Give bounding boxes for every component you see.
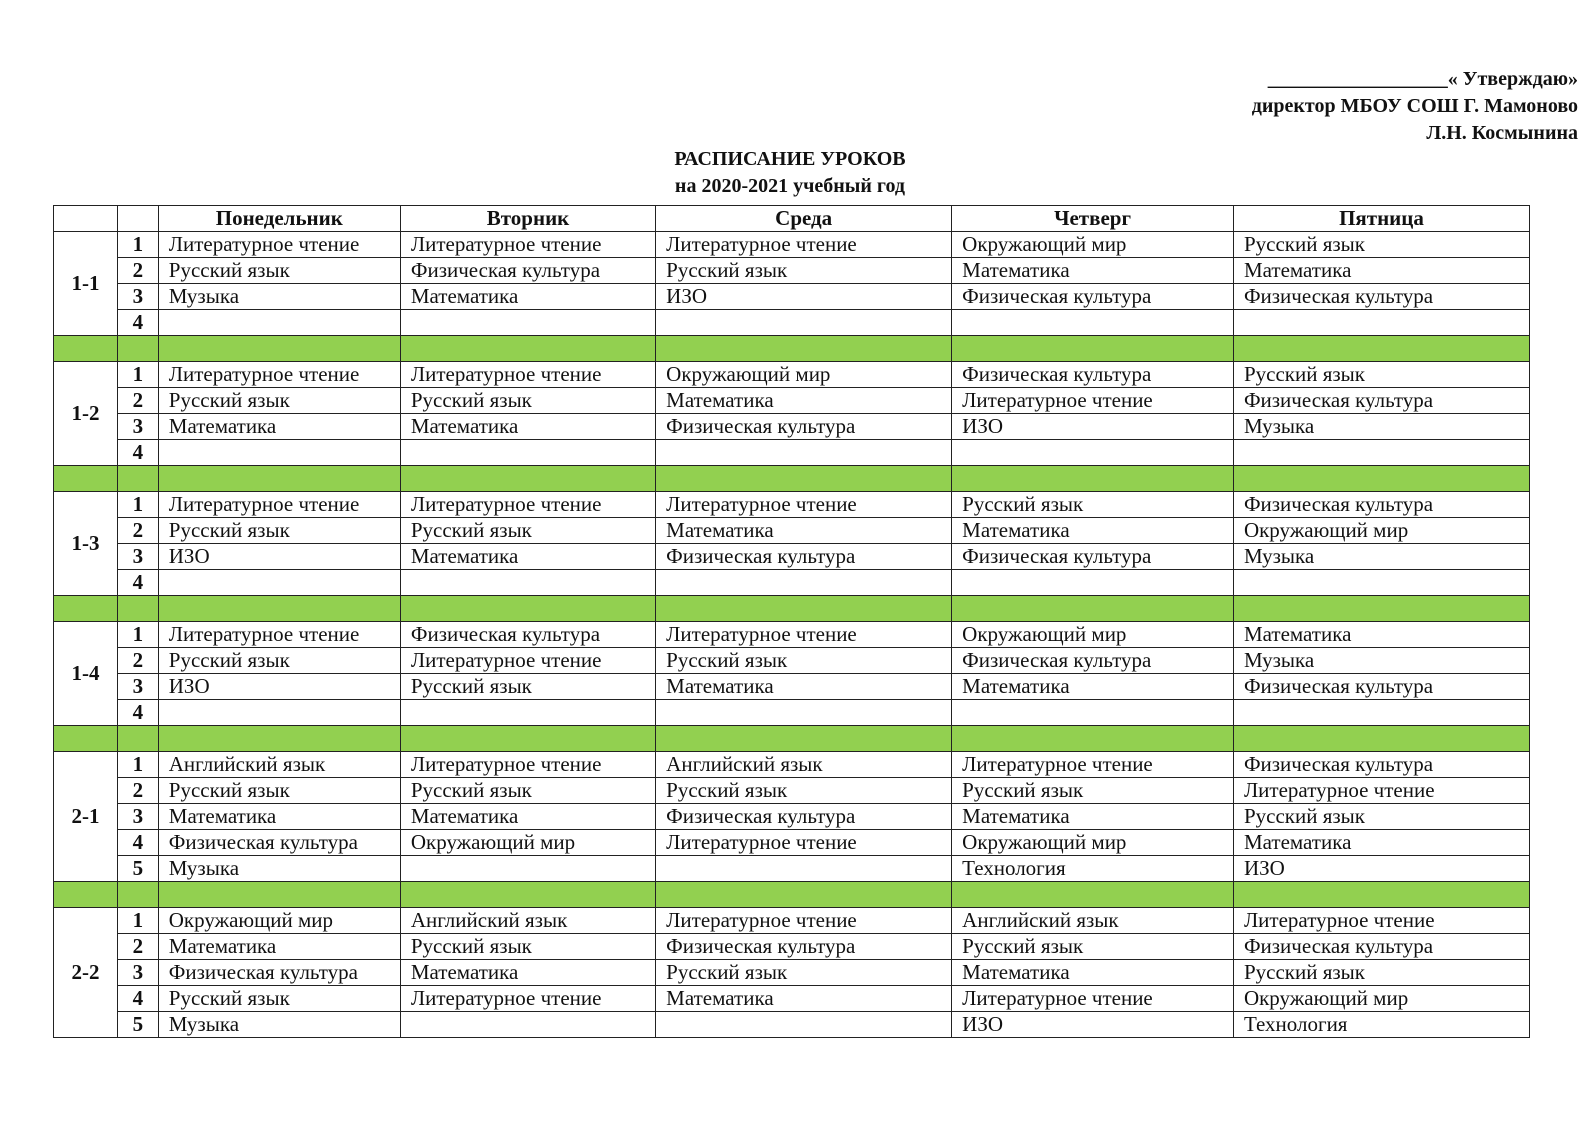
subject-cell: Английский язык (952, 908, 1234, 934)
lesson-row (54, 440, 1530, 466)
subject-cell: Русский язык (400, 388, 655, 414)
lesson-number: 1 (118, 908, 159, 934)
subject-cell: Английский язык (400, 908, 655, 934)
subject-cell: Русский язык (158, 986, 400, 1012)
subject-cell: Литературное чтение (158, 492, 400, 518)
subject-cell: Литературное чтение (400, 648, 655, 674)
lesson-number: 4 (118, 700, 159, 726)
approval-line: __________________« Утверждаю» (1267, 68, 1578, 90)
subject-cell: Окружающий мир (158, 908, 400, 934)
subject-cell: Русский язык (1233, 804, 1529, 830)
subject-cell (400, 856, 655, 882)
separator-cell (158, 726, 400, 752)
separator-cell (54, 596, 118, 622)
header-day: Среда (656, 206, 952, 232)
subject-cell: Литературное чтение (400, 752, 655, 778)
lesson-number: 3 (118, 804, 159, 830)
separator-cell (400, 726, 655, 752)
separator-cell (952, 596, 1234, 622)
class-name: 1-3 (54, 492, 118, 596)
subject-cell: Русский язык (1233, 960, 1529, 986)
subject-cell: Литературное чтение (400, 232, 655, 258)
subject-cell: Технология (1233, 1012, 1529, 1038)
subject-cell (158, 570, 400, 596)
subject-cell: Физическая культура (952, 544, 1234, 570)
class-name: 2-2 (54, 908, 118, 1038)
header-day: Понедельник (158, 206, 400, 232)
lesson-number: 2 (118, 388, 159, 414)
schedule-body (54, 232, 1530, 1038)
separator-cell (158, 882, 400, 908)
subject-cell: Русский язык (1233, 232, 1529, 258)
lesson-row (54, 908, 1530, 934)
subject-cell: Физическая культура (158, 830, 400, 856)
subject-cell: Литературное чтение (656, 908, 952, 934)
subject-cell (656, 310, 952, 336)
separator-cell (54, 882, 118, 908)
subject-cell: Физическая культура (1233, 492, 1529, 518)
separator-cell (656, 596, 952, 622)
header-day: Пятница (1233, 206, 1529, 232)
separator-cell (158, 466, 400, 492)
approval-position: директор МБОУ СОШ Г. Мамоново (1251, 95, 1578, 117)
lesson-number: 5 (118, 856, 159, 882)
lesson-number: 4 (118, 570, 159, 596)
subject-cell (400, 310, 655, 336)
lesson-number: 5 (118, 1012, 159, 1038)
lesson-row (54, 258, 1530, 284)
separator-cell (54, 466, 118, 492)
document-title: РАСПИСАНИЕ УРОКОВ (674, 148, 906, 170)
subject-cell: Математика (656, 388, 952, 414)
subject-cell (400, 1012, 655, 1038)
separator-cell (656, 336, 952, 362)
separator-cell (158, 596, 400, 622)
lesson-number: 4 (118, 440, 159, 466)
lesson-row (54, 752, 1530, 778)
subject-cell: Окружающий мир (1233, 518, 1529, 544)
lesson-number: 3 (118, 284, 159, 310)
subject-cell: Русский язык (952, 492, 1234, 518)
subject-cell (656, 570, 952, 596)
class-name: 1-1 (54, 232, 118, 336)
subject-cell: Окружающий мир (952, 622, 1234, 648)
subject-cell (656, 856, 952, 882)
separator-cell (118, 726, 159, 752)
lesson-number: 1 (118, 752, 159, 778)
subject-cell (158, 310, 400, 336)
separator-cell (400, 466, 655, 492)
separator-row (54, 336, 1530, 362)
subject-cell: Физическая культура (656, 934, 952, 960)
subject-cell: Математика (400, 544, 655, 570)
lesson-row (54, 570, 1530, 596)
subject-cell: Физическая культура (1233, 284, 1529, 310)
subject-cell: Литературное чтение (656, 830, 952, 856)
subject-cell (158, 700, 400, 726)
subject-cell: Русский язык (158, 648, 400, 674)
subject-cell: Русский язык (656, 258, 952, 284)
separator-cell (1233, 726, 1529, 752)
lesson-number: 4 (118, 986, 159, 1012)
separator-row (54, 882, 1530, 908)
subject-cell: Литературное чтение (400, 362, 655, 388)
subject-cell: ИЗО (1233, 856, 1529, 882)
subject-cell (952, 700, 1234, 726)
lesson-row (54, 830, 1530, 856)
subject-cell: Математика (1233, 258, 1529, 284)
lesson-number: 1 (118, 492, 159, 518)
subject-cell: Литературное чтение (400, 492, 655, 518)
subject-cell: Математика (1233, 830, 1529, 856)
subject-cell: Русский язык (656, 778, 952, 804)
lesson-row (54, 804, 1530, 830)
subject-cell: Математика (158, 804, 400, 830)
lesson-row (54, 1012, 1530, 1038)
separator-row (54, 726, 1530, 752)
subject-cell (656, 440, 952, 466)
subject-cell (400, 440, 655, 466)
subject-cell: Русский язык (158, 518, 400, 544)
lesson-row (54, 934, 1530, 960)
separator-row (54, 466, 1530, 492)
lesson-row (54, 232, 1530, 258)
subject-cell (1233, 440, 1529, 466)
subject-cell (1233, 570, 1529, 596)
subject-cell: Математика (400, 804, 655, 830)
subject-cell: Математика (656, 674, 952, 700)
subject-cell: Физическая культура (952, 648, 1234, 674)
subject-cell: Физическая культура (656, 544, 952, 570)
subject-cell: Физическая культура (400, 258, 655, 284)
subject-cell (400, 700, 655, 726)
subject-cell: Музыка (1233, 414, 1529, 440)
subject-cell (656, 700, 952, 726)
subject-cell: Русский язык (400, 674, 655, 700)
subject-cell (952, 310, 1234, 336)
subject-cell: Музыка (158, 284, 400, 310)
subject-cell: Физическая культура (952, 362, 1234, 388)
approval-signatory: Л.Н. Космынина (1426, 122, 1578, 144)
subject-cell: Русский язык (952, 934, 1234, 960)
separator-cell (54, 726, 118, 752)
header-class (54, 206, 118, 232)
subject-cell (656, 1012, 952, 1038)
subject-cell: Окружающий мир (1233, 986, 1529, 1012)
lesson-row (54, 648, 1530, 674)
subject-cell: Окружающий мир (400, 830, 655, 856)
lesson-number: 3 (118, 674, 159, 700)
lesson-number: 2 (118, 518, 159, 544)
subject-cell: Музыка (1233, 648, 1529, 674)
lesson-number: 3 (118, 544, 159, 570)
subject-cell: ИЗО (952, 1012, 1234, 1038)
separator-cell (1233, 882, 1529, 908)
subject-cell (1233, 310, 1529, 336)
subject-cell: Литературное чтение (952, 986, 1234, 1012)
subject-cell: Русский язык (158, 388, 400, 414)
subject-cell: Литературное чтение (1233, 908, 1529, 934)
subject-cell: Русский язык (400, 934, 655, 960)
lesson-row (54, 284, 1530, 310)
subject-cell: Литературное чтение (656, 622, 952, 648)
subject-cell: Русский язык (158, 778, 400, 804)
subject-cell: Литературное чтение (400, 986, 655, 1012)
subject-cell: ИЗО (656, 284, 952, 310)
subject-cell: Английский язык (158, 752, 400, 778)
subject-cell: Математика (656, 986, 952, 1012)
separator-cell (952, 882, 1234, 908)
subject-cell: Физическая культура (952, 284, 1234, 310)
lesson-number: 1 (118, 622, 159, 648)
separator-cell (118, 336, 159, 362)
document-heading (0, 146, 1580, 200)
subject-cell: Физическая культура (1233, 674, 1529, 700)
subject-cell: Математика (656, 518, 952, 544)
separator-cell (656, 726, 952, 752)
subject-cell: ИЗО (952, 414, 1234, 440)
separator-row (54, 596, 1530, 622)
subject-cell: Технология (952, 856, 1234, 882)
subject-cell: Математика (952, 258, 1234, 284)
lesson-number: 2 (118, 258, 159, 284)
lesson-row (54, 492, 1530, 518)
subject-cell: Математика (952, 960, 1234, 986)
subject-cell: Математика (158, 414, 400, 440)
lesson-row (54, 856, 1530, 882)
lesson-row (54, 310, 1530, 336)
subject-cell (400, 570, 655, 596)
lesson-row (54, 388, 1530, 414)
lesson-number: 2 (118, 648, 159, 674)
subject-cell (158, 440, 400, 466)
lesson-row (54, 960, 1530, 986)
subject-cell: Русский язык (1233, 362, 1529, 388)
separator-cell (400, 596, 655, 622)
separator-cell (54, 336, 118, 362)
subject-cell: Математика (400, 414, 655, 440)
subject-cell: Математика (952, 674, 1234, 700)
class-name: 1-4 (54, 622, 118, 726)
separator-cell (952, 466, 1234, 492)
subject-cell: Физическая культура (400, 622, 655, 648)
separator-cell (118, 596, 159, 622)
subject-cell: Русский язык (656, 648, 952, 674)
lesson-row (54, 622, 1530, 648)
separator-cell (118, 466, 159, 492)
class-name: 1-2 (54, 362, 118, 466)
subject-cell (952, 440, 1234, 466)
subject-cell: ИЗО (158, 674, 400, 700)
subject-cell: Литературное чтение (158, 232, 400, 258)
header-day: Вторник (400, 206, 655, 232)
subject-cell: Математика (952, 804, 1234, 830)
subject-cell: Литературное чтение (952, 752, 1234, 778)
class-name: 2-1 (54, 752, 118, 882)
lesson-row (54, 518, 1530, 544)
separator-cell (952, 336, 1234, 362)
lesson-number: 3 (118, 960, 159, 986)
lesson-row (54, 778, 1530, 804)
subject-cell: Окружающий мир (952, 232, 1234, 258)
separator-cell (158, 336, 400, 362)
subject-cell: Литературное чтение (1233, 778, 1529, 804)
separator-cell (118, 882, 159, 908)
subject-cell: Окружающий мир (656, 362, 952, 388)
subject-cell: Русский язык (952, 778, 1234, 804)
document-subtitle: на 2020-2021 учебный год (674, 175, 906, 197)
subject-cell: Математика (400, 960, 655, 986)
subject-cell: Музыка (158, 856, 400, 882)
subject-cell: Математика (400, 284, 655, 310)
separator-cell (656, 882, 952, 908)
subject-cell: Физическая культура (1233, 934, 1529, 960)
subject-cell: Литературное чтение (158, 362, 400, 388)
subject-cell: Литературное чтение (158, 622, 400, 648)
separator-cell (400, 336, 655, 362)
separator-cell (656, 466, 952, 492)
subject-cell: ИЗО (158, 544, 400, 570)
subject-cell: Музыка (1233, 544, 1529, 570)
header-day: Четверг (952, 206, 1234, 232)
subject-cell: Физическая культура (1233, 388, 1529, 414)
separator-cell (952, 726, 1234, 752)
lesson-row (54, 362, 1530, 388)
lesson-row (54, 700, 1530, 726)
subject-cell: Физическая культура (1233, 752, 1529, 778)
separator-cell (1233, 466, 1529, 492)
subject-cell: Русский язык (400, 518, 655, 544)
lesson-number: 2 (118, 778, 159, 804)
lesson-number: 1 (118, 232, 159, 258)
subject-cell: Математика (158, 934, 400, 960)
subject-cell: Литературное чтение (952, 388, 1234, 414)
subject-cell: Русский язык (656, 960, 952, 986)
subject-cell: Математика (1233, 622, 1529, 648)
subject-cell: Русский язык (400, 778, 655, 804)
lesson-number: 4 (118, 310, 159, 336)
subject-cell: Музыка (158, 1012, 400, 1038)
subject-cell: Физическая культура (656, 804, 952, 830)
lesson-number: 1 (118, 362, 159, 388)
schedule-table (53, 205, 1530, 1038)
header-row (54, 206, 1530, 232)
separator-cell (1233, 336, 1529, 362)
subject-cell: Литературное чтение (656, 492, 952, 518)
lesson-number: 3 (118, 414, 159, 440)
lesson-number: 4 (118, 830, 159, 856)
approval-block (1252, 66, 1578, 147)
lesson-row (54, 674, 1530, 700)
subject-cell: Физическая культура (656, 414, 952, 440)
subject-cell: Математика (952, 518, 1234, 544)
separator-cell (1233, 596, 1529, 622)
separator-cell (400, 882, 655, 908)
subject-cell: Русский язык (158, 258, 400, 284)
header-lesson-number (118, 206, 159, 232)
subject-cell (952, 570, 1234, 596)
lesson-number: 2 (118, 934, 159, 960)
subject-cell: Литературное чтение (656, 232, 952, 258)
lesson-row (54, 544, 1530, 570)
subject-cell (1233, 700, 1529, 726)
subject-cell: Физическая культура (158, 960, 400, 986)
lesson-row (54, 414, 1530, 440)
lesson-row (54, 986, 1530, 1012)
subject-cell: Английский язык (656, 752, 952, 778)
subject-cell: Окружающий мир (952, 830, 1234, 856)
